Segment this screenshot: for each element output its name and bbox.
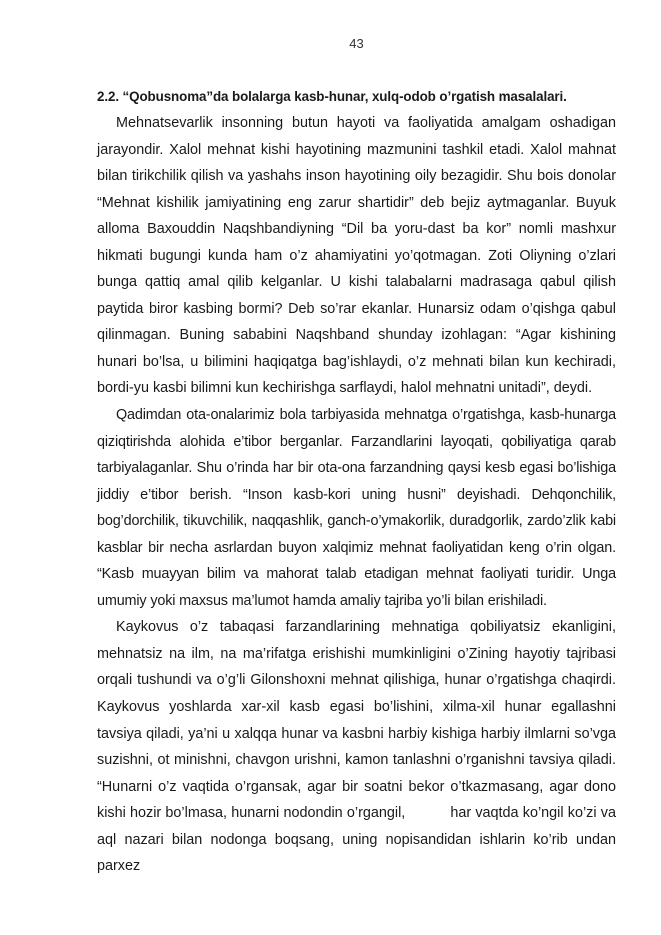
section-heading: 2.2. “Qobusnoma”da bolalarga kasb-hunar, xulq-odob o’rgatish masalalari. (97, 89, 567, 104)
page-number: 43 (349, 36, 364, 51)
paragraph-2: Qadimdan ota-onalarimiz bola tarbiyasida mehnatga o’rgatishga, kasb-hunarga qiziqtirishda alohida e’tibor berganlar. Farzandlarini layoqati, qobiliyatiga qarab tarbiyalaganlar. Shu o’rinda har bir ota-ona farzandning qaysi kesb egasi bo’lishiga jiddiy e’tibor berish. “Inson kasb-kori uning husni” deyishadi. Dehqonchilik, bog’dorchilik, tikuvchilik, naqqashlik, ganch-o’ymakorlik, duradgorlik, zardo’zlik kabi kasblar bir necha asrlardan buyon xalqimiz mehnat faoliyatidan keng o’rin olgan. “Kasb muayyan bilim va mahorat talab etadigan mehnat faoliyati turidir. Unga umumiy yoki maxsus ma’lumot hamda amaliy tajriba yo’li bilan erishiladi. (97, 407, 616, 609)
body-text (97, 110, 616, 880)
paragraph-1: Mehnatsevarlik insonning butun hayoti va faoliyatida amalgam oshadigan jarayondir. Xalol mehnat kishi hayotining mazmunini tashkil etadi. Xalol mahnat bilan tirikchilik qilish va yashahs inson hayotining oily bezagidir. Shu bois donolar “Mehnat kishilik jamiyatining eng zarur shartidir” deb bejiz aytmaganlar. Buyuk alloma Baxouddin Naqshbandiyning “Dil ba yoru-dast ba kor” nomli mashxur hikmati bugungi kunda ham o’z ahamiyatini yo’qotmagan. Zoti Oliyning o’zlari bunga qattiq amal qilib kelganlar. U kishi talabalarni madrasaga qabul qilish paytida biror kasbing bormi? Deb so’rar ekanlar. Hunarsiz odam o’qishga qabul qilinmagan. Buning sababini Naqshband shunday izohlagan: “Agar kishining hunari bo’lsa, u bilimini haqiqatga bag’ishlaydi, o’z mehnati bilan kun kechiradi, bordi-yu kasbi bilimni kun kechirishga sarflaydi, halol mehnatni unitadi”, deydi. (97, 115, 616, 397)
paragraph-3-part-1: Kaykovus o’z tabaqasi farzandlarining mehnatiga qobiliyatsiz ekanligini, mehnatsiz na ilm, na ma’rifatga erishishi mumkinligini o’Zining hayotiy tajribasi orqali tushundi va o’g’li Gilonshoxni mehnat qilishiga, hunar o’rgatishga chaqirdi. Kaykovus yoshlarda xar-xil kasb egasi bo’lishini, xilma-xil hunar egallashni tavsiya qiladi, ya’ni u xalqqa hunar va kasbni harbiy kishiga harbiy ilmlarni so’vga suzishni, ot minishni, chavgon urishni, kamon tanlashni o’rganishni tavsiya qiladi. “Hunarni o’z vaqtida o’rgansak, agar bir soatni bekor o’tkazmasang, agar dono kishi hozir bo’lmasa, hunarni nodondin o’rgangil, (97, 619, 616, 822)
paragraph-3-part-2: har vaqtda ko’ngil ko’zi va aql nazari bilan nodonga boqsang, uning nopisandidan ishlarin ko’rib undan parxez (97, 805, 616, 875)
paragraph-3 (97, 614, 616, 879)
